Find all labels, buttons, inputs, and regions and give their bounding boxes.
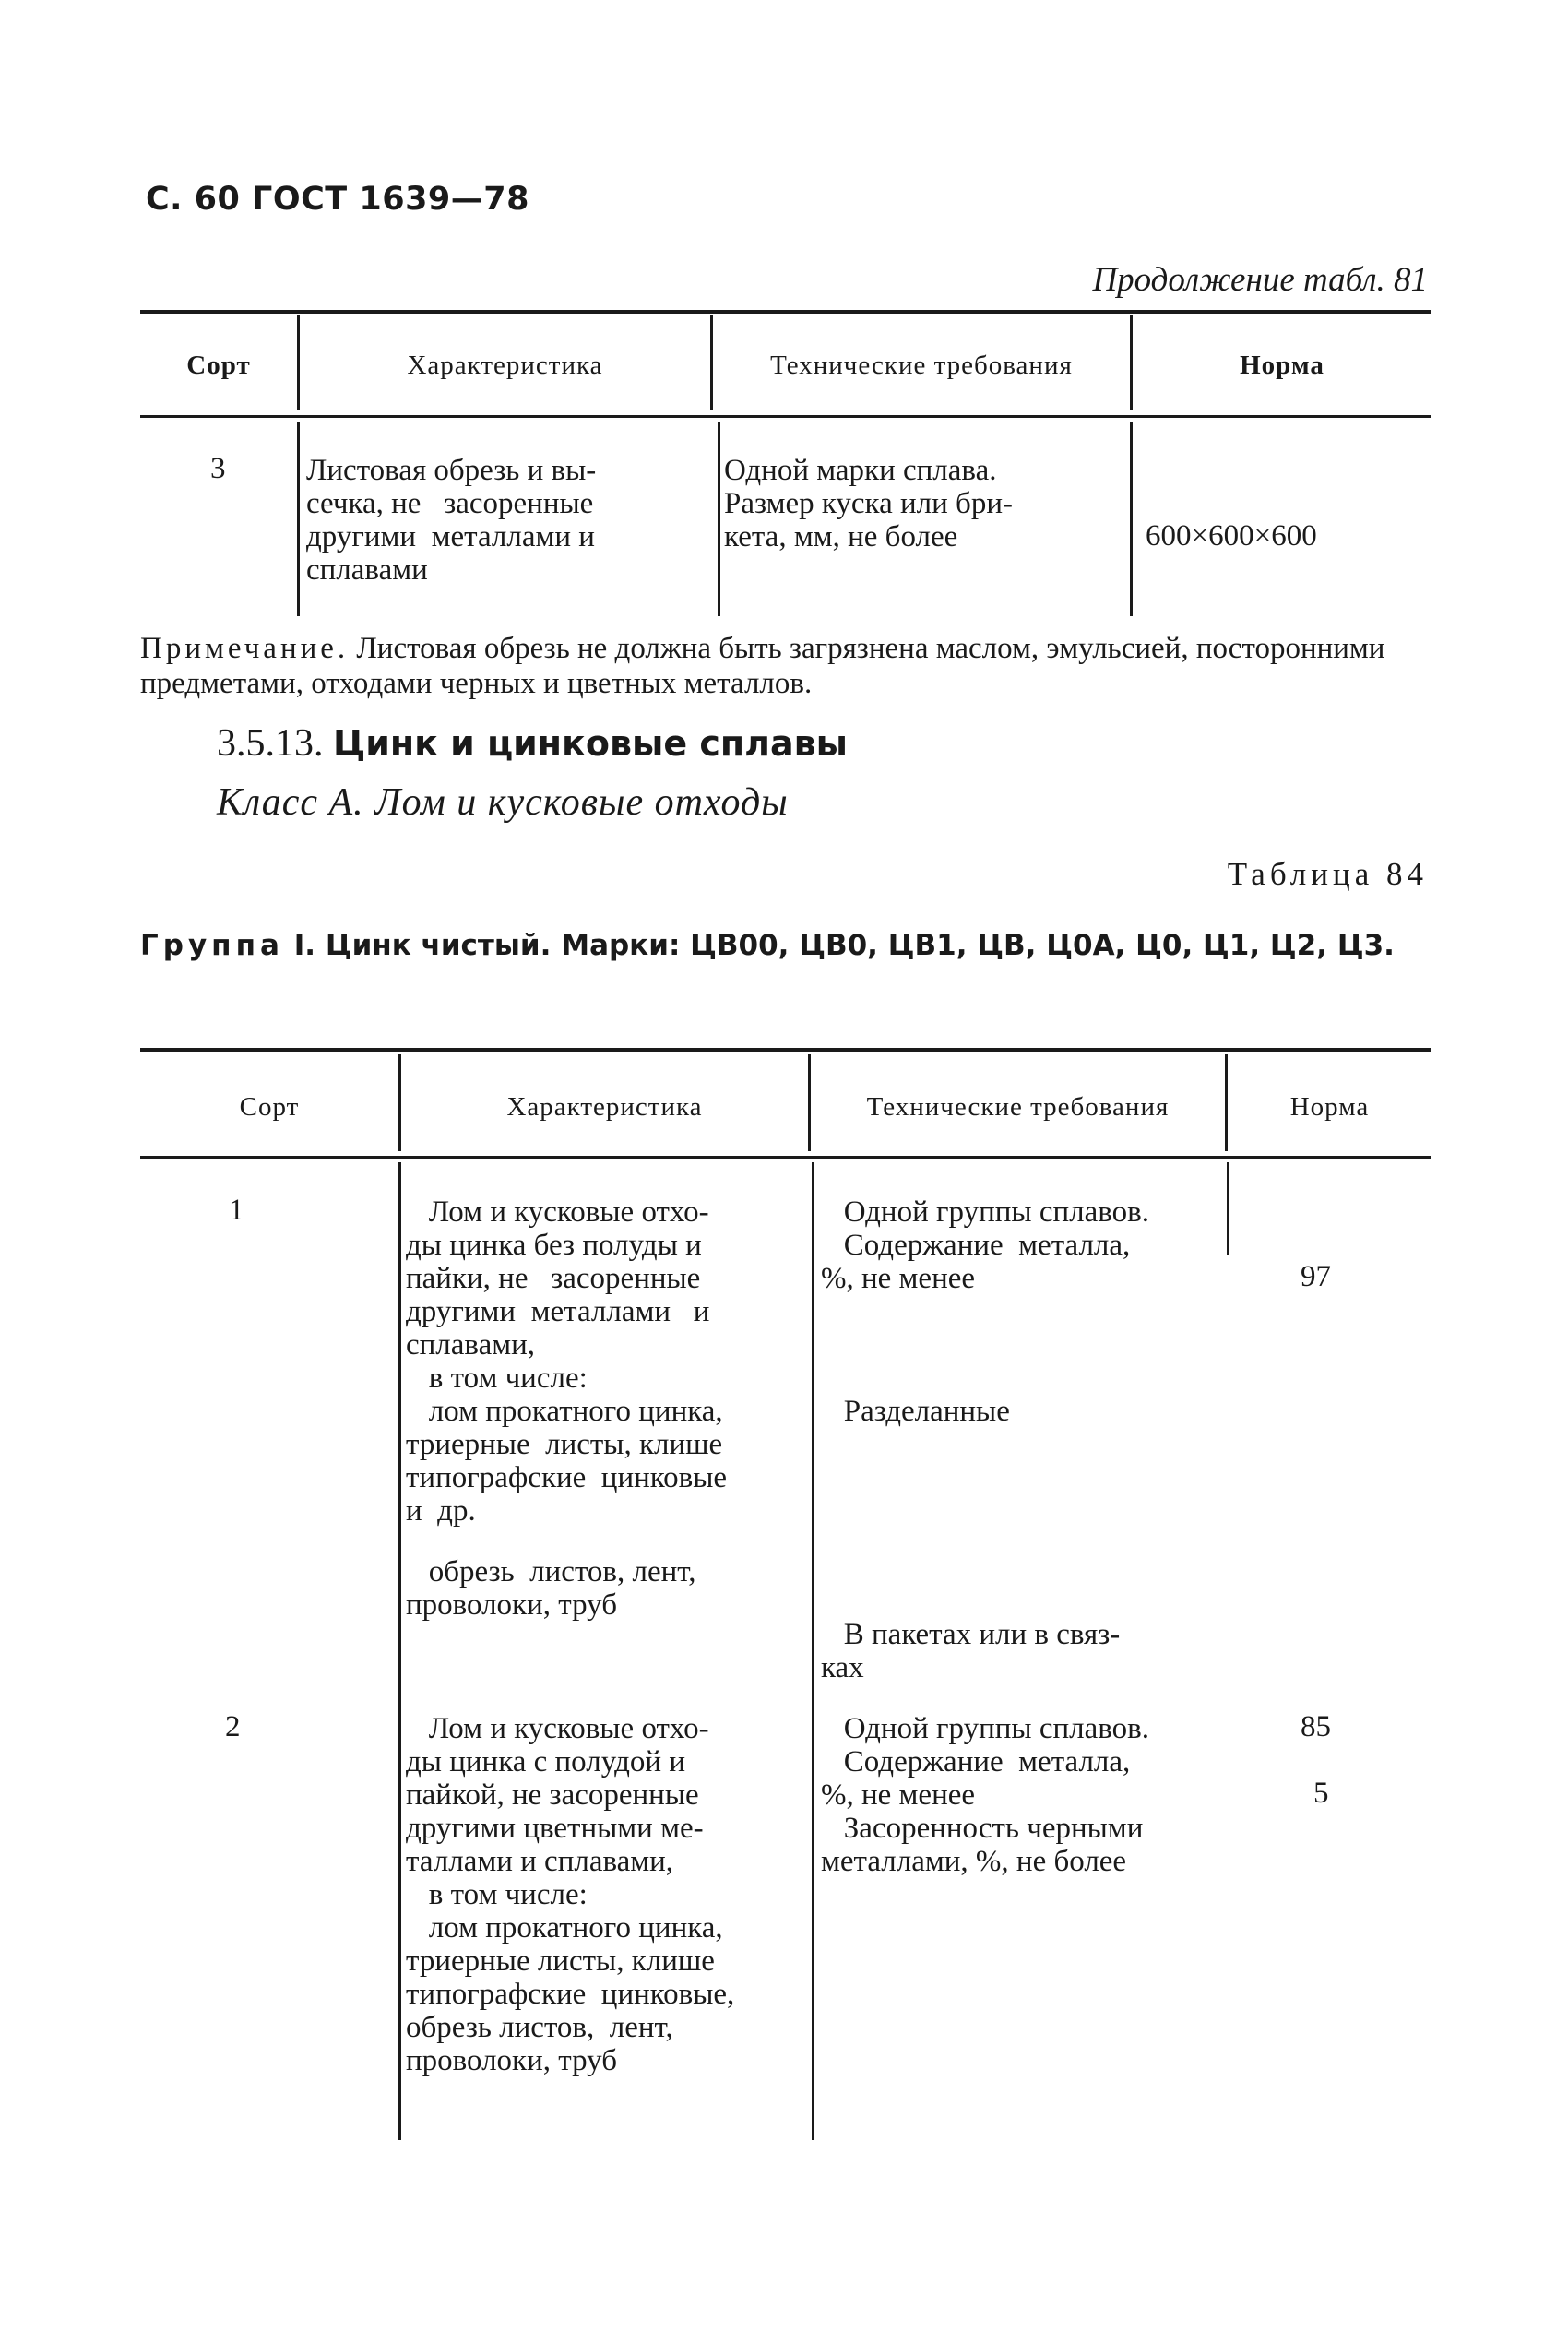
header-requirements: Технические требования (866, 1092, 1170, 1122)
row-characteristic: Лом и кусковые отхо- ды цинка без полуды и пайки, не засоренные другими металлами и сплавами, в том числе: лом прокатного цинка, триерные листы, клише типографские цинковые и др. (406, 1195, 728, 1528)
col-divider (812, 1162, 814, 2140)
row-norm: 5 (1313, 1777, 1329, 1810)
row-sort: 1 (229, 1194, 244, 1227)
col-divider (718, 422, 720, 616)
row-characteristic: Листовая обрезь и вы- сечка, не засоренные другими металлами и сплавами (306, 454, 597, 587)
table-top-rule (140, 310, 1431, 314)
header-characteristic: Характеристика (407, 351, 603, 380)
table-header-rule (140, 1156, 1431, 1159)
section-title: Цинк и цинковые сплавы (333, 723, 849, 764)
section-heading (217, 721, 848, 766)
row-norm: 600×600×600 (1146, 519, 1317, 553)
table-number: Таблица 84 (1227, 856, 1428, 892)
table-header-rule (140, 415, 1431, 418)
page-header: С. 60 ГОСТ 1639—78 (146, 181, 529, 218)
col-divider (1227, 1162, 1229, 1255)
row-requirements: Одной группы сплавов. Содержание металла, %, не менее Засоренность черными металлами, %, не более (821, 1712, 1149, 1878)
group-text: I. Цинк чистый. Марки: ЦВ00, ЦВ0, ЦВ1, ЦВ, Ц0А, Ц0, Ц1, Ц2, Ц3. (283, 929, 1395, 962)
note-text: Листовая обрезь не должна быть загрязнена маслом, эмульсией, посторонними предметами, отходами черных и цветных металлов. (140, 632, 1385, 700)
col-divider (398, 1162, 401, 2140)
header-requirements: Технические требования (770, 351, 1073, 380)
row-characteristic: Лом и кусковые отхо- ды цинка с полудой и пайкой, не засоренные другими цветными ме- таллами и сплавами, в том числе: лом прокатного цинка, триерные листы, клише типографские цинковые, обрезь листов, лент, проволоки, труб (406, 1712, 735, 2077)
header-characteristic: Характеристика (506, 1092, 703, 1122)
row-norm: 85 (1301, 1710, 1331, 1743)
col-divider (297, 422, 300, 616)
row-characteristic-sub: обрезь листов, лент, проволоки, труб (406, 1555, 696, 1622)
header-sort: Сорт (186, 351, 251, 380)
table-note (140, 631, 1431, 701)
row-requirements-sub: В пакетах или в связ- ках (821, 1618, 1121, 1684)
row-requirements: Одной марки сплава. Размер куска или бри- кета, мм, не более (724, 454, 1013, 553)
group-label: Группа (140, 929, 284, 962)
row-requirements-sub: Разделанные (821, 1395, 1010, 1428)
note-label: Примечание. (140, 632, 350, 665)
row-sort: 3 (210, 452, 226, 485)
table-top-rule (140, 1048, 1431, 1052)
header-norm: Норма (1289, 1092, 1370, 1122)
row-norm: 97 (1301, 1260, 1331, 1293)
row-sort: 2 (225, 1710, 241, 1743)
header-sort: Сорт (239, 1092, 300, 1122)
continuation-label: Продолжение табл. 81 (1092, 261, 1428, 299)
header-norm: Норма (1240, 351, 1324, 380)
group-caption (140, 922, 1431, 969)
section-number: 3.5.13. (217, 722, 324, 765)
row-requirements: Одной группы сплавов. Содержание металла, %, не менее (821, 1195, 1149, 1295)
col-divider (1130, 422, 1133, 616)
class-title: Класс А. Лом и кусковые отходы (217, 781, 789, 824)
